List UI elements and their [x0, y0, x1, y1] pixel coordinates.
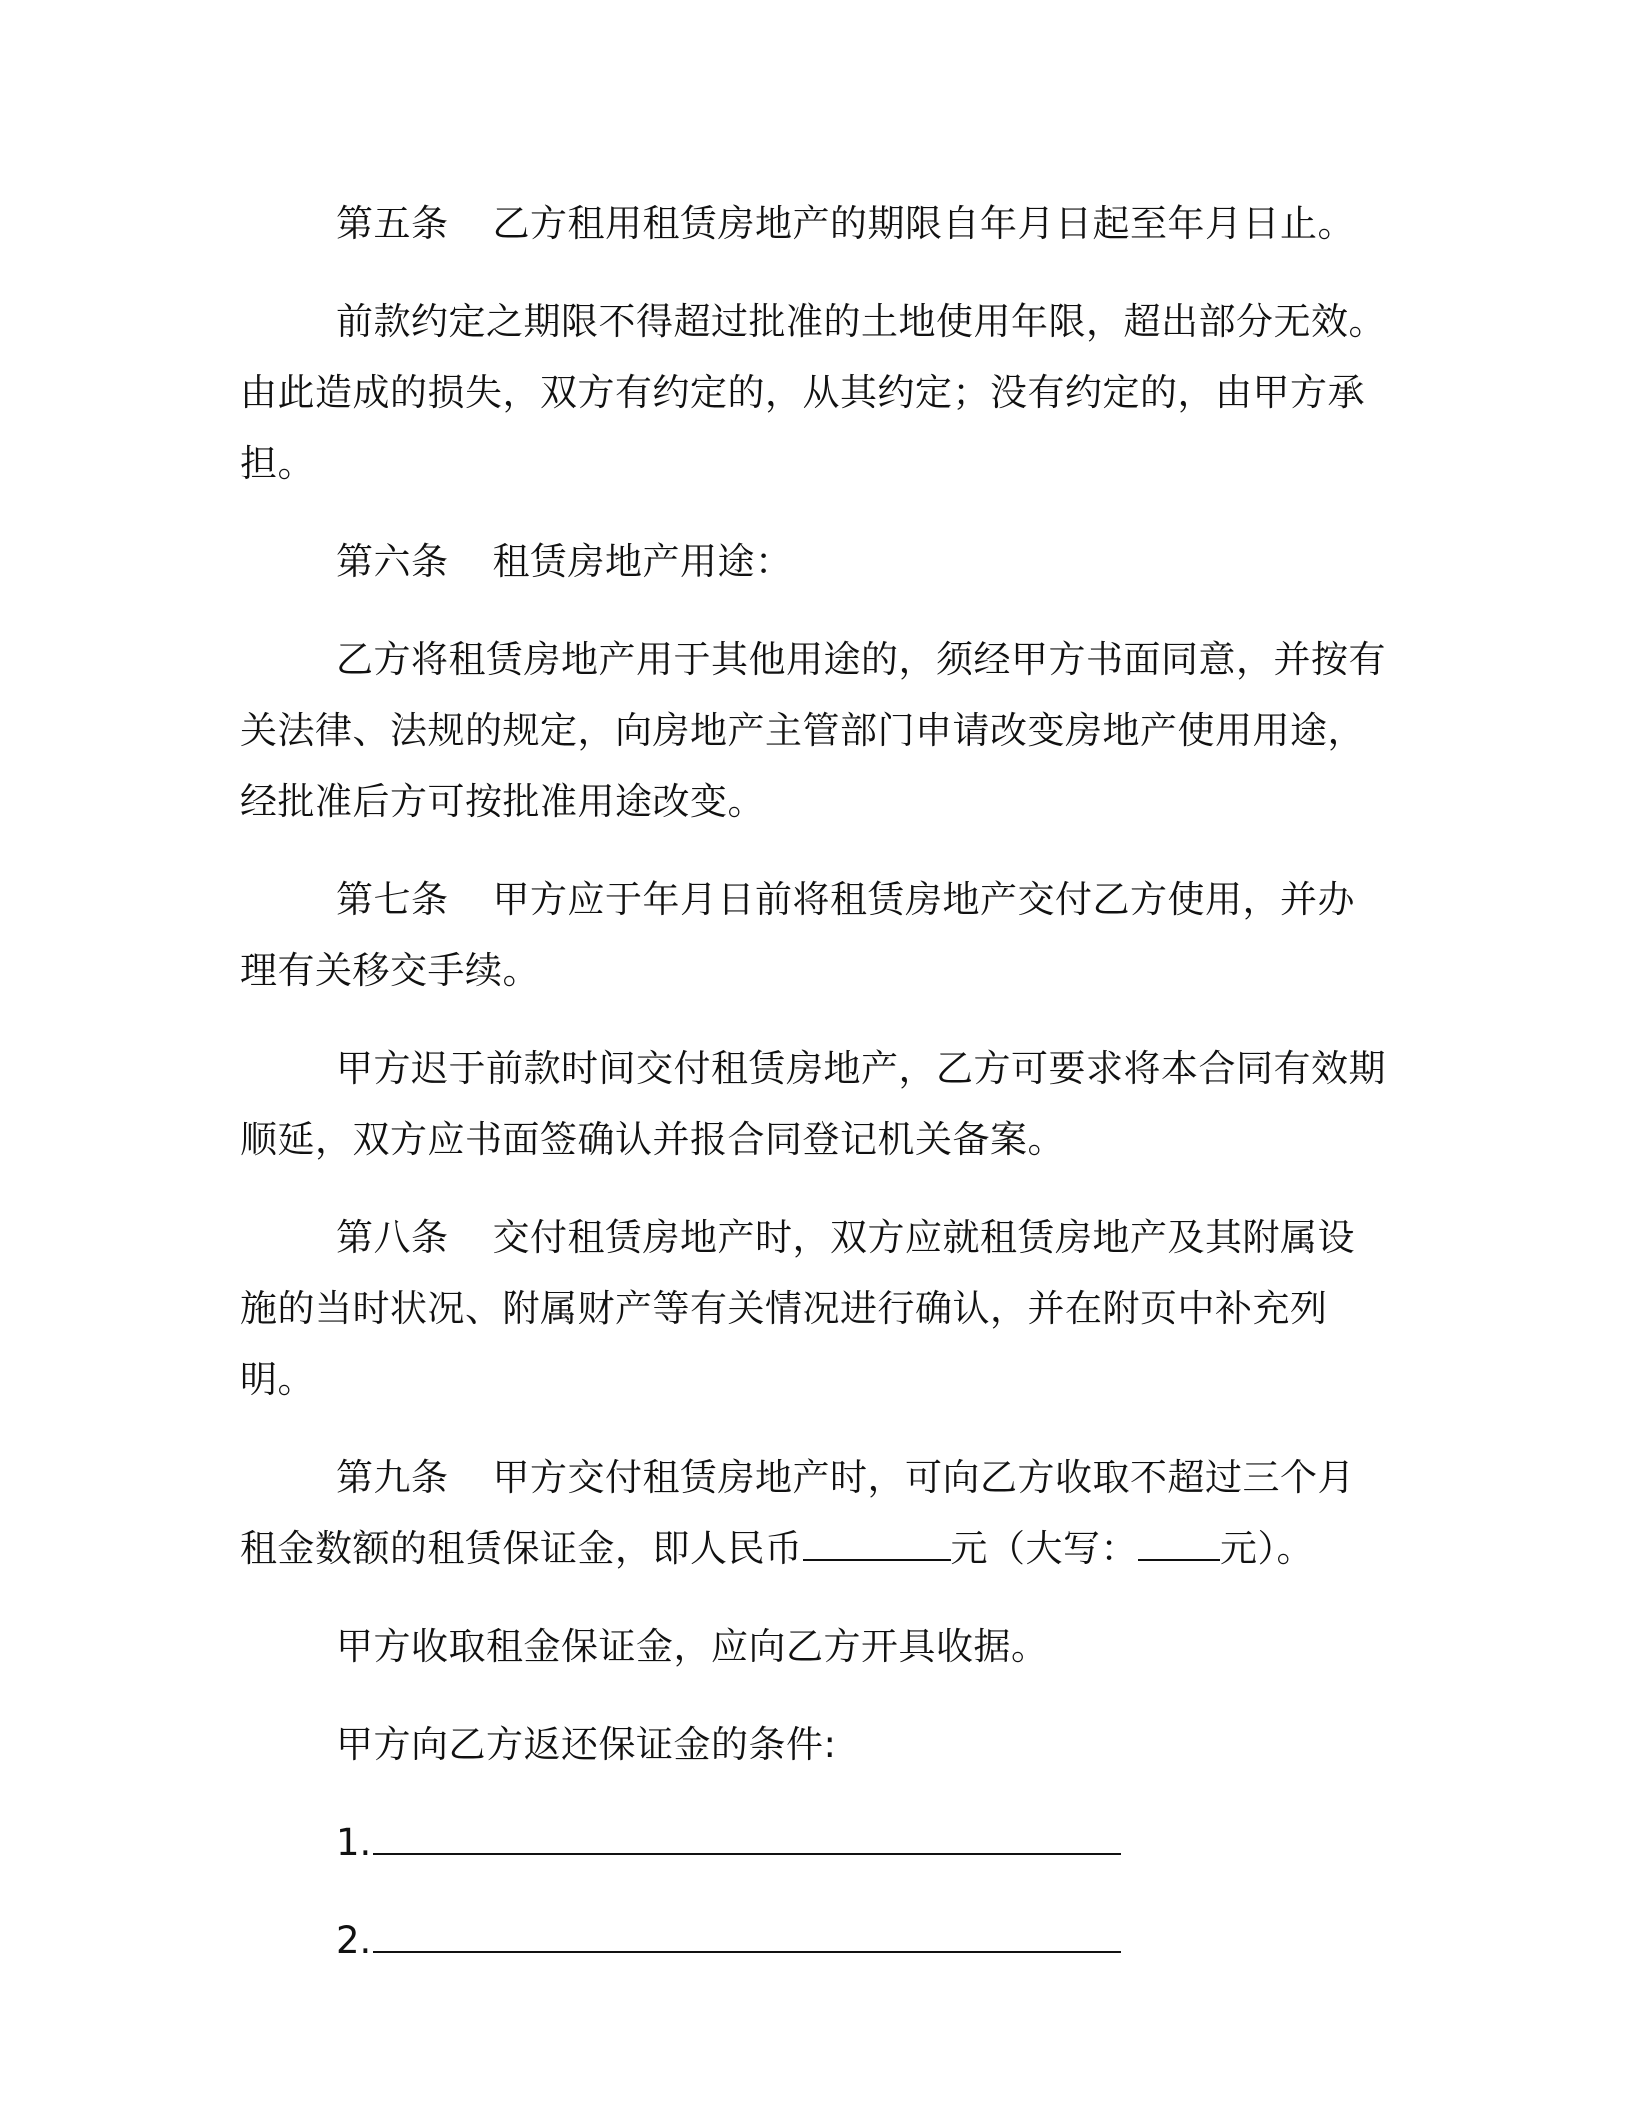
document-page: [240, 188, 1390, 2003]
article-7-text: 甲方应于年月日前将租赁房地产交付乙方使用，并办理有关移交手续。: [240, 878, 1355, 992]
amount-blank[interactable]: [803, 1515, 951, 1561]
article-7-paragraph-2: 甲方迟于前款时间交付租赁房地产，乙方可要求将本合同有效期顺延，双方应书面签确认并报合同登记机关备案。: [240, 1047, 1386, 1161]
article-9: [240, 1442, 1390, 1584]
amount-uppercase-blank[interactable]: [1138, 1515, 1220, 1561]
article-9-paragraph-3: 甲方向乙方返还保证金的条件:: [336, 1723, 837, 1766]
article-9-text-b: 元（大写：: [950, 1527, 1138, 1570]
article-9-paragraph-2: 甲方收取租金保证金，应向乙方开具收据。: [336, 1625, 1049, 1668]
article-9-text-a: 甲方交付租赁房地产时，可向乙方收取不超过三个月租金数额的租赁保证金，即人民币: [240, 1456, 1355, 1570]
condition-item-1: [240, 1807, 1390, 1878]
article-8-text: 交付租赁房地产时，双方应就租赁房地产及其附属设施的当时状况、附属财产等有关情况进行确认，并在附页中补充列明。: [240, 1216, 1355, 1401]
article-7-label: 第七条: [336, 878, 449, 921]
condition-number: 1.: [336, 1821, 372, 1864]
article-7: [240, 864, 1390, 1006]
condition-number: 2.: [336, 1919, 372, 1962]
article-8: [240, 1202, 1390, 1415]
article-5: [240, 188, 1390, 259]
condition-item-2: [240, 1905, 1390, 1976]
article-6-text: 租赁房地产用途：: [492, 540, 793, 583]
condition-blank-line[interactable]: [373, 1907, 1121, 1953]
article-5-text: 乙方租用租赁房地产的期限自年月日起至年月日止。: [492, 202, 1355, 245]
article-8-label: 第八条: [336, 1216, 449, 1259]
article-5-label: 第五条: [336, 202, 449, 245]
article-5-paragraph-2: 前款约定之期限不得超过批准的土地使用年限，超出部分无效。由此造成的损失，双方有约定的，从其约定；没有约定的，由甲方承担。: [240, 300, 1386, 485]
article-9-label: 第九条: [336, 1456, 449, 1499]
article-6: [240, 526, 1390, 597]
condition-blank-line[interactable]: [373, 1809, 1121, 1855]
article-6-label: 第六条: [336, 540, 449, 583]
article-6-paragraph-2: 乙方将租赁房地产用于其他用途的，须经甲方书面同意，并按有关法律、法规的规定，向房地产主管部门申请改变房地产使用用途，经批准后方可按批准用途改变。: [240, 638, 1386, 823]
article-9-text-c: 元）。: [1220, 1527, 1314, 1570]
